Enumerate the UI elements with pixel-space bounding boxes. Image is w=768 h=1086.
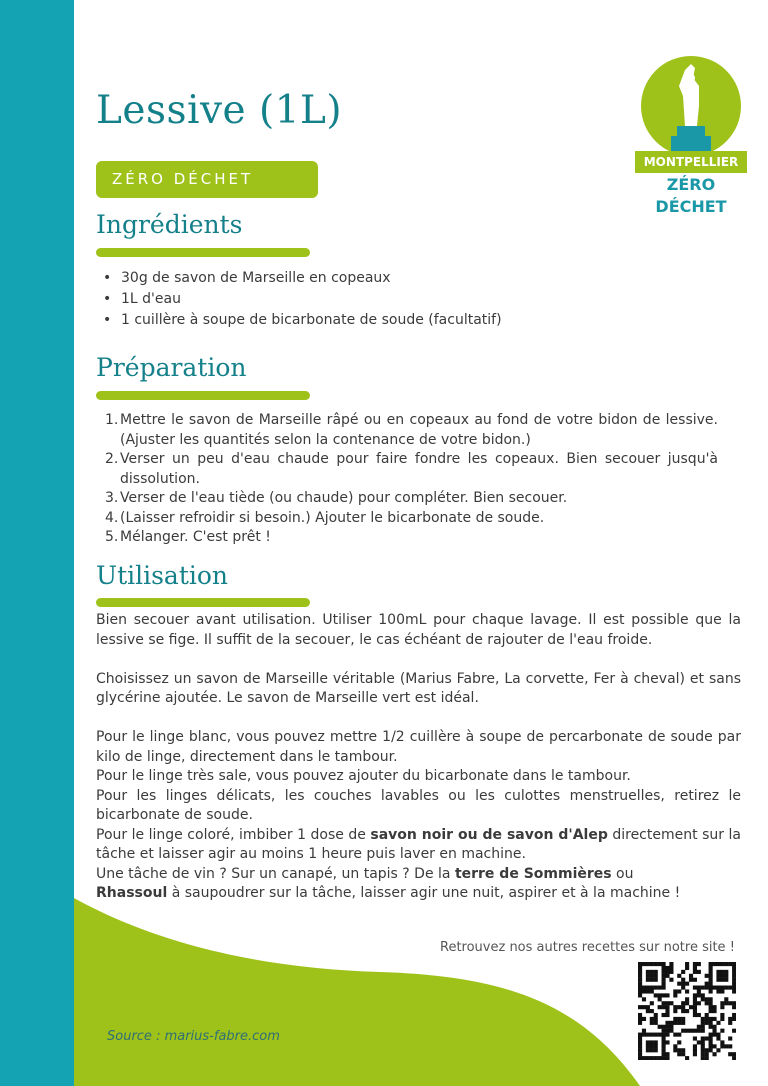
step-text: Verser un peu d'eau chaude pour faire fondre les copeaux. Bien secouer jusqu'à dissolution.: [120, 451, 718, 487]
paragraph: [96, 884, 741, 904]
step-item: [96, 411, 718, 450]
paragraph: Pour le linge blanc, vous pouvez mettre 1/2 cuillère à soupe de percarbonate de soude par kilo de linge, directement dans le tambour.: [96, 729, 741, 765]
logo-city: MONTPELLIER: [635, 151, 747, 173]
text-span: Une tâche de vin ? Sur un canapé, un tapis ? De la: [96, 865, 455, 882]
paragraph: Pour le linge très sale, vous pouvez ajouter du bicarbonate dans le tambour.: [96, 768, 631, 784]
paragraph: Choisissez un savon de Marseille véritable (Marius Fabre, La corvette, Fer à cheval) et sans glycérine ajoutée. Le savon de Marseille vert est idéal.: [96, 670, 741, 706]
step-item: [96, 528, 718, 548]
paragraph: [96, 865, 741, 885]
list-item: • 1 cuillère à soupe de bicarbonate de soude (facultatif): [96, 310, 656, 331]
text-span: à saupoudrer sur la tâche, laisser agir une nuit, aspirer et à la machine !: [167, 885, 681, 901]
step-number: 3.: [105, 490, 119, 506]
qr-code-icon: [638, 962, 736, 1060]
source-credit: Source : marius-fabre.com: [107, 1029, 280, 1044]
qr-code[interactable]: [638, 962, 736, 1060]
step-item: [96, 450, 718, 489]
step-item: [96, 489, 718, 509]
text-span: ou: [611, 865, 634, 882]
montpellier-zero-dechet-logo: [631, 56, 751, 216]
text-span: Pour le linge coloré, imbiber 1 dose de: [96, 826, 371, 843]
utilisation-underline: [96, 598, 310, 607]
list-item: • 1L d'eau: [96, 289, 656, 310]
statue-icon: [641, 56, 741, 156]
utilisation-heading: Utilisation: [96, 561, 229, 590]
ingredients-list: [96, 268, 656, 331]
category-tag: ZÉRO DÉCHET: [96, 161, 318, 198]
paragraph: [96, 826, 741, 865]
paragraph: Bien secouer avant utilisation. Utiliser 100mL pour chaque lavage. Il est possible que la lessive se fige. Il suffit de la secouer, le cas échéant de rajouter de l'eau froide.: [96, 612, 741, 648]
step-text: Mettre le savon de Marseille râpé ou en copeaux au fond de votre bidon de lessive. (Ajuster les quantités selon la contenance de votre bidon.): [120, 412, 718, 448]
step-number: 2.: [105, 451, 119, 467]
bold-text: Rhassoul: [96, 885, 168, 901]
bold-text: savon noir ou de savon d'Alep: [370, 826, 608, 843]
paragraph: Pour les linges délicats, les couches lavables ou les culottes menstruelles, retirez le bicarbonate de soude.: [96, 787, 741, 823]
utilisation-text: [96, 611, 741, 904]
page-title: Lessive (1L): [96, 88, 343, 133]
logo-subtitle: ZÉRO DÉCHET: [655, 175, 727, 216]
logo-circle: [641, 56, 741, 156]
step-number: 1.: [105, 412, 119, 428]
step-text: (Laisser refroidir si besoin.) Ajouter le bicarbonate de soude.: [120, 509, 545, 526]
preparation-steps: [96, 411, 718, 548]
list-item: • 30g de savon de Marseille en copeaux: [96, 268, 656, 289]
more-recipes-text: Retrouvez nos autres recettes sur notre site !: [440, 940, 735, 955]
ingredients-heading: Ingrédients: [96, 210, 243, 239]
step-number: 4.: [105, 509, 119, 526]
preparation-heading: Préparation: [96, 353, 247, 382]
text-span: directement sur la tâche et laisser agir au moins 1 heure puis laver en machine.: [96, 826, 741, 862]
step-item: [96, 509, 718, 529]
step-text: Mélanger. C'est prêt !: [120, 529, 271, 545]
bold-text: terre de Sommières: [454, 865, 612, 882]
ingredients-underline: [96, 248, 310, 257]
step-number: 5.: [105, 529, 119, 545]
step-text: Verser de l'eau tiède (ou chaude) pour compléter. Bien secouer.: [120, 490, 568, 506]
preparation-underline: [96, 391, 310, 400]
